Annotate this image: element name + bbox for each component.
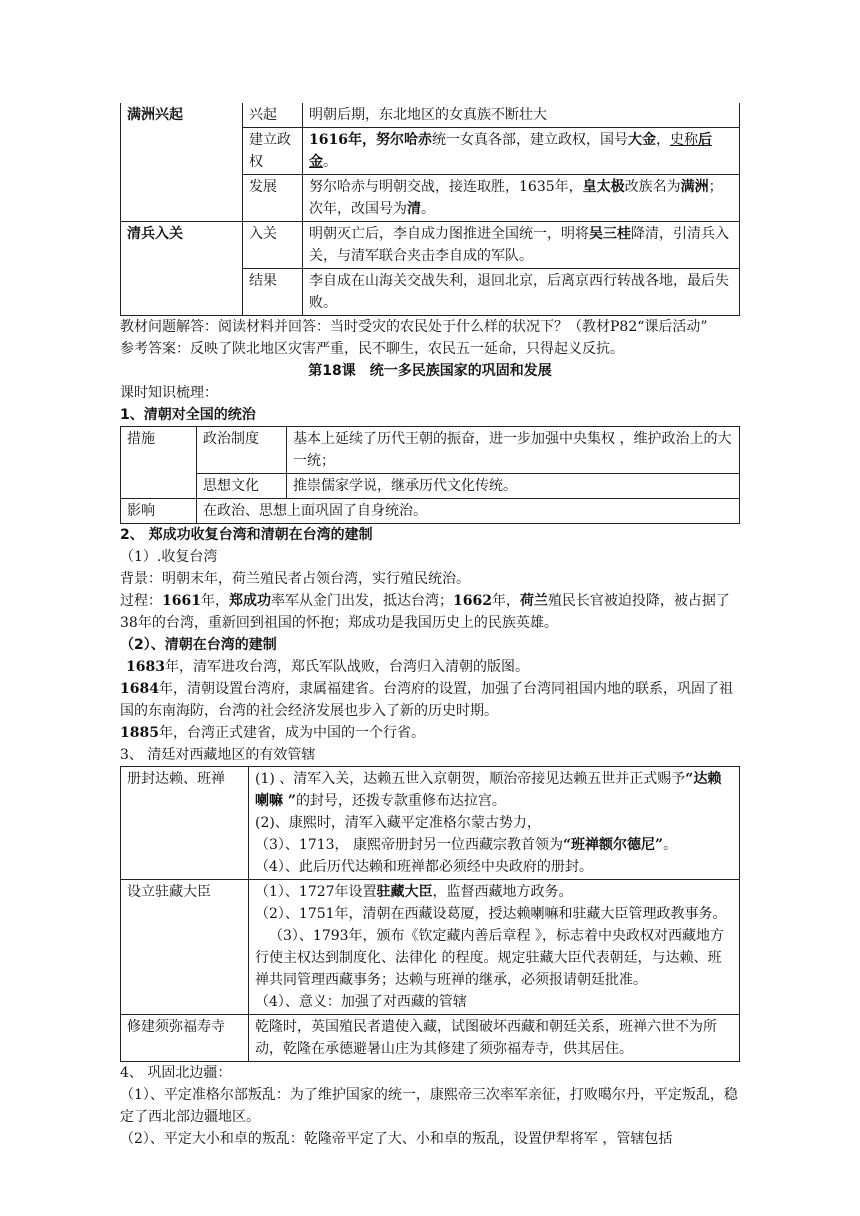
text-run: 年，清军进攻台湾，郑氏军队战败，台湾归入清朝的版图。 [164,659,529,675]
table-cell: 清兵入关 [121,222,243,316]
cell-line: （2）、1751年，清朝在西藏设葛厦，授达赖喇嘛和驻藏大臣管理政教事务。 [255,906,727,922]
table-cell: 修建须弥福寿寺 [121,1015,249,1062]
text-run: 1616年， [309,132,376,148]
text-run: 改族名为 [624,179,681,195]
table-row [121,474,740,499]
cell-line: （4）、此后历代达赖和班禅都必须经中央政府的册封。 [255,859,593,875]
document-page [120,103,740,1150]
text-run: 1662 [452,593,492,609]
cell-line: （4）、意义：加强了对西藏的管辖 [255,994,467,1010]
table-cell: 李自成在山海关交战失利，退回北京，后离京西行转战各地，最后失败。 [303,269,740,316]
paragraph-4-2: （2）、平定大小和卓的叛乱：乾隆帝平定了大、小和卓的叛乱，设置伊犁将军 ，管辖包括 [120,1131,673,1147]
text-run: “班禅额尔德尼” [563,837,664,853]
cell-line: （3）、1793年，颁布《钦定藏内善后章程 》，标志着中央政权对西藏地方行使主权达到制度化、法律化 的程度。规定驻藏大臣代表朝廷，与达赖、班禅共同管理西藏事务；达赖与班禅的继承，必须报请朝廷批准。 [255,928,724,988]
table-cell: 满洲兴起 [121,103,243,222]
text-run: 年，台湾正式建省，成为中国的一个行省。 [158,725,425,741]
section-heading-1: 1、清朝对全国的统治 [120,407,256,423]
text-run: 1683 [126,659,165,675]
table-row [121,222,740,269]
table-cell: 明朝后期，东北地区的女真族不断壮大 [303,103,740,128]
qing-rule-table [120,426,740,524]
table-cell: 影响 [121,499,197,524]
table-cell: 册封达赖、班禅 [121,767,249,880]
text-run: 后金 [309,132,712,170]
text-run: 年，清朝设置台湾府，隶属福建省。台湾府的设置，加强了台湾同祖国内地的联系，巩固了祖国的东南海防，台湾的社会经济发展也步入了新的历史时期。 [120,681,733,719]
text-run: ；次年，改国号为 [309,179,723,217]
text-run: 明朝灭亡后，李自成力图推进全国统一，明将 [309,226,589,242]
table-cell: 兴起 [243,103,303,128]
table-row [121,767,740,880]
background-paragraph: 背景：明朝末年，荷兰殖民者占领台湾，实行殖民统治。 [120,571,470,587]
table-cell [303,175,740,222]
paragraph-1684 [120,678,740,722]
table-cell: 发展 [243,175,303,222]
text-run: 年， [200,593,229,609]
text-run: 。 [663,837,678,853]
text-run: 。 [323,154,337,170]
text-run: 荷兰 [519,593,548,609]
table-cell [303,222,740,269]
text-run: 1661 [162,593,201,609]
lesson-title: 第18课 统一多民族国家的巩固和发展 [308,363,552,379]
text-run: 满洲 [680,179,709,195]
text-run: 努尔哈赤 [375,132,432,148]
text-run: 降清，引清兵入关，与清军联合夹击李自成的军队。 [309,226,729,264]
text-run: 史称 [669,132,698,148]
cell-line [255,768,733,812]
text-run: 吴三桂 [589,226,631,242]
table-cell: 入关 [243,222,303,269]
table-cell: 设立驻藏大臣 [121,880,249,1015]
table-row [121,427,740,474]
table-cell [249,880,740,1015]
table-cell: 在政治、思想上面巩固了自身统治。 [197,499,740,524]
process-paragraph [120,590,740,634]
section-heading-4: 4、 巩固北边疆： [120,1065,232,1081]
text-run: 统一女真各部，建立政权，国号 [431,132,628,148]
table-cell: 推崇儒家学说，继承历代文化传统。 [287,474,740,499]
text-run: 。 [421,201,435,217]
cell-line [255,881,733,903]
section-heading-3: 3、 清廷对西藏地区的有效管辖 [120,747,316,763]
table-row [121,1015,740,1062]
subheading-bold: （2）、清朝在台湾的建制 [120,637,277,653]
table-row [121,499,740,524]
text-run: 殖民长官被迫投降，被占据了38年的台湾，重新回到祖国的怀抱；郑成功是我国历史上的民族英雄。 [120,593,730,631]
table-cell: 措施 [121,427,197,499]
question-paragraph: 教材问题解答：阅读材料并回答：当时受灾的农民处于什么样的状况下？（教材P82“课后活动” [120,319,708,335]
text-run: (1) 、清军入关，达赖五世入京朝贺，顺治帝接见达赖五世并正式赐予 [255,771,686,787]
table-cell [303,128,740,175]
cell-line [255,834,733,856]
manchu-rise-table [120,103,740,316]
text-run: 1885 [120,725,159,741]
text-run: 大金 [627,132,656,148]
text-run: 率军从金门出发，抵达台湾； [270,593,453,609]
table-cell: 建立政权 [243,128,303,175]
text-run: 年， [491,593,520,609]
table-cell [249,767,740,880]
table-cell: 政治制度 [197,427,287,474]
table-cell: 思想文化 [197,474,287,499]
answer-paragraph: 参考答案：反映了陕北地区灾害严重，民不聊生，农民五一延命，只得起义反抗。 [120,341,624,357]
text-run: 过程： [120,593,162,609]
paragraph-4-1: （1）、平定准格尔部叛乱：为了维护国家的统一，康熙帝三次率军亲征，打败噶尔丹，平定叛乱，稳定了西北部边疆地区。 [120,1087,738,1125]
text-run: 1684 [120,681,159,697]
table-cell: 基本上延续了历代王朝的振奋，进一步加强中央集权 ，维护政治上的大一统； [287,427,740,474]
text-run: 驻藏大臣 [376,884,433,900]
knowledge-heading: 课时知识梳理： [120,385,218,401]
text-run: （3）、1713， 康熙帝册封另一位西藏宗教首领为 [255,837,563,853]
table-cell: 结果 [243,269,303,316]
text-run: 努尔哈赤与明朝交战，接连取胜，1635年， [309,179,583,195]
text-run: 清 [407,201,421,217]
text-run: （1）、1727年设置 [255,884,377,900]
tibet-table [120,766,740,1062]
text-run: 郑成功 [228,593,271,609]
subheading: （1）.收复台湾 [120,549,218,565]
text-run: ， [655,132,670,148]
table-row [121,103,740,128]
text-run: ，监督西藏地方政务。 [432,884,573,900]
section-heading-2: 2、 郑成功收复台湾和清朝在台湾的建制 [120,527,373,543]
paragraph-1885 [120,722,740,744]
paragraph-1683 [120,656,740,678]
text-run: 的封号，还拨专款重修布达拉宫。 [295,793,506,809]
cell-line: (2)、康熙时，清军入藏平定准格尔蒙古势力， [255,815,541,831]
table-cell: 乾隆时，英国殖民者遣使入藏，试图破坏西藏和朝廷关系，班禅六世不为所动，乾隆在承德避暑山庄为其修建了须弥福寿寺，供其居住。 [249,1015,740,1062]
text-run: 皇太极 [582,179,625,195]
text-run: “达赖喇嘛 ” [255,771,722,809]
table-row [121,880,740,1015]
